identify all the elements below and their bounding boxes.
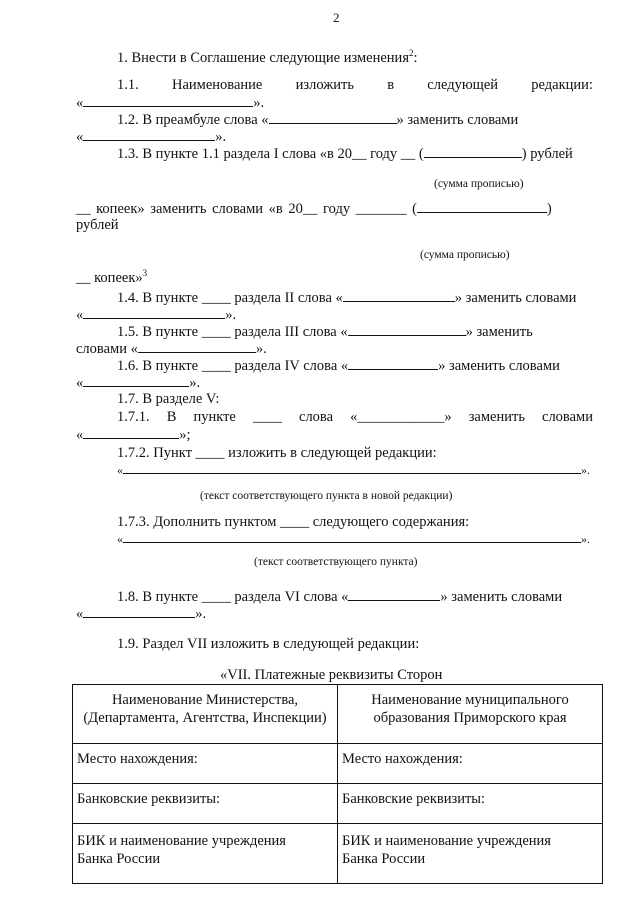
open-quote: «: [76, 307, 84, 323]
item-1-2: [117, 111, 518, 129]
item-1-3: [117, 145, 573, 163]
item-1-7-1: [117, 409, 593, 426]
item-1-8: [117, 588, 562, 606]
item-1-3-text: 1.3. В пункте 1.1 раздела I слова «в 20__ году __ (: [117, 146, 424, 162]
blank-field[interactable]: [424, 145, 522, 158]
cell-label: Банка России: [342, 851, 426, 867]
item-1-1-word: следующей: [427, 77, 499, 93]
table-row: [73, 784, 603, 824]
table-row: [73, 744, 603, 784]
item-1-2-text: 1.2. В преамбуле слова «: [117, 112, 269, 128]
table-row: [73, 824, 603, 884]
item-1-1-word: редакции:: [531, 77, 593, 93]
item-1-7-1-word: слова: [299, 409, 334, 425]
item-1-3-line2-end: ): [546, 201, 552, 217]
close-quote: ».: [581, 532, 590, 546]
cell-label: Место нахождения:: [342, 751, 463, 767]
item-1-3-line2: [76, 200, 552, 218]
item-1-8-end: » заменить словами: [440, 589, 563, 605]
close-quote: ».: [215, 129, 227, 145]
item-1-7-1-word: «____________»: [350, 409, 452, 425]
item-1-7-1-word: В: [166, 409, 177, 425]
header-right-line2: образования Приморского края: [373, 710, 567, 726]
item-1-5: [117, 323, 533, 341]
caption-new-text: (текст соответствующего пункта в новой редакции): [200, 490, 453, 502]
open-quote: «: [76, 95, 84, 111]
header-right-line1: Наименование муниципального: [371, 692, 569, 708]
item-1-7-1-cont: [76, 426, 191, 444]
header-left-line1: Наименование Министерства,: [111, 692, 299, 708]
blank-field[interactable]: [343, 289, 455, 302]
item-1-colon: :: [413, 50, 418, 66]
blank-field[interactable]: [83, 374, 189, 387]
item-1-text: 1. Внести в Соглашение следующие изменения: [117, 50, 409, 66]
blank-field[interactable]: [123, 532, 581, 543]
open-quote: «: [76, 427, 84, 443]
blank-field[interactable]: [83, 426, 179, 439]
item-1-7-1-word: словами: [542, 409, 593, 425]
item-1-6-cont: [76, 374, 200, 392]
item-1-4-cont: [76, 306, 236, 324]
item-1-6: [117, 357, 560, 375]
blank-field[interactable]: [83, 94, 253, 107]
item-1-1: [117, 77, 593, 94]
item-1-6-end: » заменить словами: [438, 358, 560, 374]
item-1-1-word: 1.1.: [117, 77, 139, 93]
blank-field[interactable]: [348, 357, 438, 370]
blank-field[interactable]: [83, 306, 225, 319]
item-1-7-2: 1.7.2. Пункт ____ изложить в следующей редакции:: [117, 445, 437, 461]
caption-sum-in-words: (сумма прописью): [434, 178, 524, 190]
caption-sum-in-words: (сумма прописью): [420, 249, 510, 261]
item-1-7-2-line: [117, 462, 590, 479]
blank-field[interactable]: [123, 463, 581, 474]
item-1-7-1-word: пункте: [193, 409, 236, 425]
item-1-1-word: изложить: [295, 77, 354, 93]
cell-label: Банковские реквизиты:: [342, 791, 486, 807]
open-quote: «: [76, 375, 84, 391]
cell-location-right[interactable]: [338, 744, 603, 784]
item-1-4-text: 1.4. В пункте ____ раздела II слова «: [117, 290, 343, 306]
open-quote: «: [76, 129, 84, 145]
close-quote: ».: [195, 606, 207, 622]
item-1-4: [117, 289, 576, 307]
close-quote: ».: [225, 307, 237, 323]
cell-label: Место нахождения:: [77, 751, 198, 767]
blank-field[interactable]: [348, 588, 440, 601]
item-1: [117, 50, 418, 67]
item-1-3-line4: [76, 270, 147, 287]
item-1-5-cont-text: словами «: [76, 341, 138, 357]
close-quote: »;: [179, 427, 191, 443]
item-1-8-text: 1.8. В пункте ____ раздела VI слова «: [117, 589, 349, 605]
header-left-line2: (Департамента, Агентства, Инспекции): [83, 710, 327, 726]
cell-bik-right[interactable]: [338, 824, 603, 884]
blank-field[interactable]: [83, 128, 215, 141]
cell-label: Банка России: [77, 851, 161, 867]
table-title: «VII. Платежные реквизиты Сторон: [220, 667, 443, 683]
open-quote: «: [76, 606, 84, 622]
blank-field[interactable]: [348, 323, 466, 336]
blank-field[interactable]: [138, 340, 256, 353]
blank-field[interactable]: [417, 200, 547, 213]
close-quote: ».: [189, 375, 201, 391]
item-1-1-cont: [76, 94, 264, 112]
payment-details-table: [72, 684, 603, 884]
cell-bik-left[interactable]: [73, 824, 338, 884]
item-1-3-line2-text: __ копеек» заменить словами «в 20__ году _______ (: [76, 201, 417, 217]
cell-label: БИК и наименование учреждения: [77, 833, 286, 849]
close-quote: ».: [581, 463, 590, 477]
item-1-4-end: » заменить словами: [454, 290, 577, 306]
item-1-1-word: Наименование: [172, 77, 263, 93]
footnote-2: 2: [408, 48, 414, 59]
close-quote: ».: [255, 341, 267, 357]
item-1-7-1-word: 1.7.1.: [117, 409, 150, 425]
footnote-3: 3: [142, 268, 148, 279]
item-1-7-3: 1.7.3. Дополнить пунктом ____ следующего содержания:: [117, 514, 470, 530]
item-1-3-line3: рублей: [76, 217, 119, 233]
caption-point-text: (текст соответствующего пункта): [254, 556, 418, 568]
item-1-3-line4-text: __ копеек»: [76, 270, 143, 286]
item-1-9: 1.9. Раздел VII изложить в следующей редакции:: [117, 636, 420, 652]
header-left: [73, 685, 338, 744]
item-1-7-1-word: заменить: [468, 409, 525, 425]
table-row: [73, 685, 603, 744]
page-number: 2: [333, 10, 340, 25]
item-1-6-text: 1.6. В пункте ____ раздела IV слова «: [117, 358, 349, 374]
item-1-1-word: в: [387, 77, 395, 93]
item-1-7-3-line: [117, 531, 590, 548]
cell-label: БИК и наименование учреждения: [342, 833, 551, 849]
item-1-7-1-word: ____: [252, 409, 282, 425]
blank-field[interactable]: [83, 605, 195, 618]
open-quote: «: [117, 532, 123, 546]
header-right: [338, 685, 603, 744]
cell-bank-left[interactable]: [73, 784, 338, 824]
blank-field[interactable]: [269, 111, 397, 124]
item-1-5-cont: [76, 340, 267, 358]
close-quote: ».: [253, 95, 265, 111]
cell-bank-right[interactable]: [338, 784, 603, 824]
item-1-8-cont: [76, 605, 206, 623]
item-1-3-end: ) рублей: [521, 146, 573, 162]
open-quote: «: [117, 463, 123, 477]
item-1-7: 1.7. В разделе V:: [117, 391, 220, 407]
item-1-2-mid: » заменить словами: [396, 112, 519, 128]
item-1-5-end: » заменить: [465, 324, 533, 340]
item-1-2-cont: [76, 128, 226, 146]
cell-label: Банковские реквизиты:: [77, 791, 221, 807]
cell-location-left[interactable]: [73, 744, 338, 784]
item-1-5-text: 1.5. В пункте ____ раздела III слова «: [117, 324, 348, 340]
